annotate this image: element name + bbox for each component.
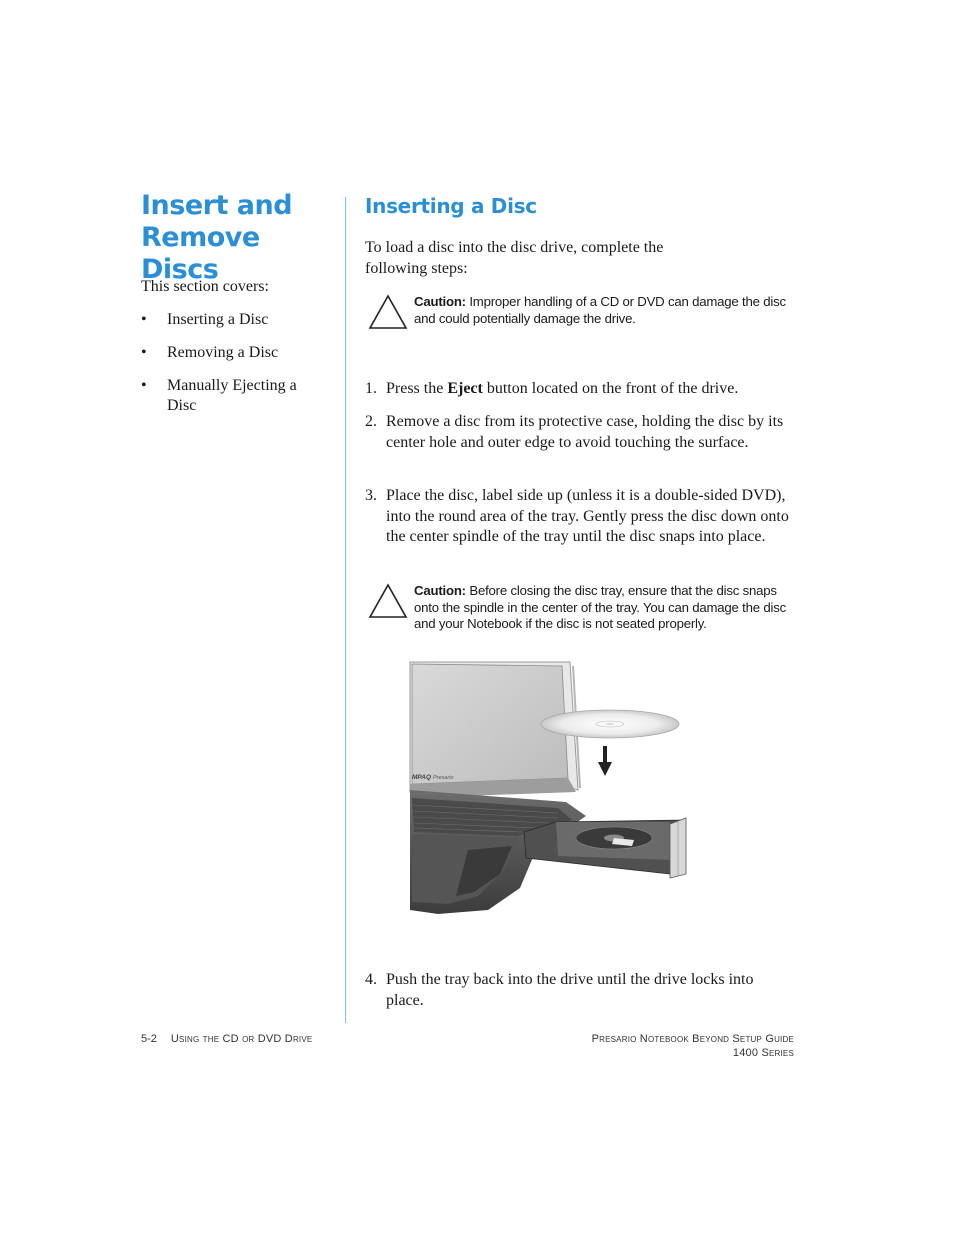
chapter-title-line-2: Remove Discs — [141, 222, 260, 285]
intro-paragraph: To load a disc into the disc drive, complete the following steps: — [365, 239, 664, 277]
footer-right — [592, 1032, 794, 1060]
step-number: 3. — [365, 487, 377, 504]
caution-text — [414, 583, 796, 633]
step-text-pre: Press the — [386, 380, 448, 397]
topic-item-removing: • Removing a Disc — [141, 343, 321, 363]
caution-label: Caution: — [414, 583, 466, 598]
caution-note-handling — [366, 294, 796, 334]
product-series: 1400 Series — [732, 1047, 794, 1059]
section-topic-list — [141, 310, 321, 429]
chapter-running-head: Using the CD or DVD Drive — [170, 1033, 313, 1045]
step-text: Remove a disc from its protective case, holding the disc by its center hole and outer edge to avoid touching the surface. — [386, 413, 784, 451]
caution-triangle-icon — [368, 583, 408, 619]
section-title: Inserting a Disc — [365, 194, 537, 218]
model-name: Presario — [433, 775, 454, 781]
step-text-post: button located on the front of the drive. — [482, 380, 739, 397]
step-text: Place the disc, label side up (unless it is a double-sided DVD), into the round area of the tray. Gently press the disc down onto the center spindle of the tray until the disc snaps into place. — [386, 487, 789, 546]
step-number: 2. — [365, 413, 377, 430]
caution-triangle-icon — [368, 294, 408, 330]
caution-text — [414, 294, 796, 327]
column-divider — [345, 197, 346, 1023]
down-arrow-icon — [598, 746, 612, 776]
footer-left — [141, 1032, 312, 1046]
chapter-title — [141, 190, 341, 286]
page-number: 5-2 — [141, 1033, 157, 1045]
step-item — [365, 379, 795, 400]
step-item — [365, 970, 795, 1011]
caution-message: Improper handling of a CD or DVD can damage the disc and could potentially damage the drive. — [414, 294, 786, 326]
laptop-disc-tray-illustration — [408, 660, 720, 938]
step-number: 4. — [365, 971, 377, 988]
caution-label: Caution: — [414, 294, 466, 309]
topic-item-inserting: • Inserting a Disc — [141, 310, 321, 330]
brand-logo: MPAQ — [412, 774, 432, 781]
step-item — [365, 412, 795, 453]
step-text — [386, 379, 795, 400]
caution-message: Before closing the disc tray, ensure that the disc snaps onto the spindle in the center of the tray. You can damage the disc and your Notebook if the disc is not seated properly. — [414, 583, 786, 631]
chapter-title-line-1: Insert and — [141, 190, 293, 221]
topic-item-manual-eject: • Manually Ejecting a Disc — [141, 376, 321, 416]
step-item — [365, 486, 795, 548]
section-covers-intro: This section covers: — [141, 278, 269, 295]
book-title: Presario Notebook Beyond Setup Guide — [591, 1033, 794, 1045]
caution-note-tray — [366, 583, 796, 638]
step-text: Push the tray back into the drive until the drive locks into place. — [386, 971, 754, 1009]
eject-button-label: Eject — [447, 380, 483, 397]
step-number: 1. — [365, 380, 377, 397]
